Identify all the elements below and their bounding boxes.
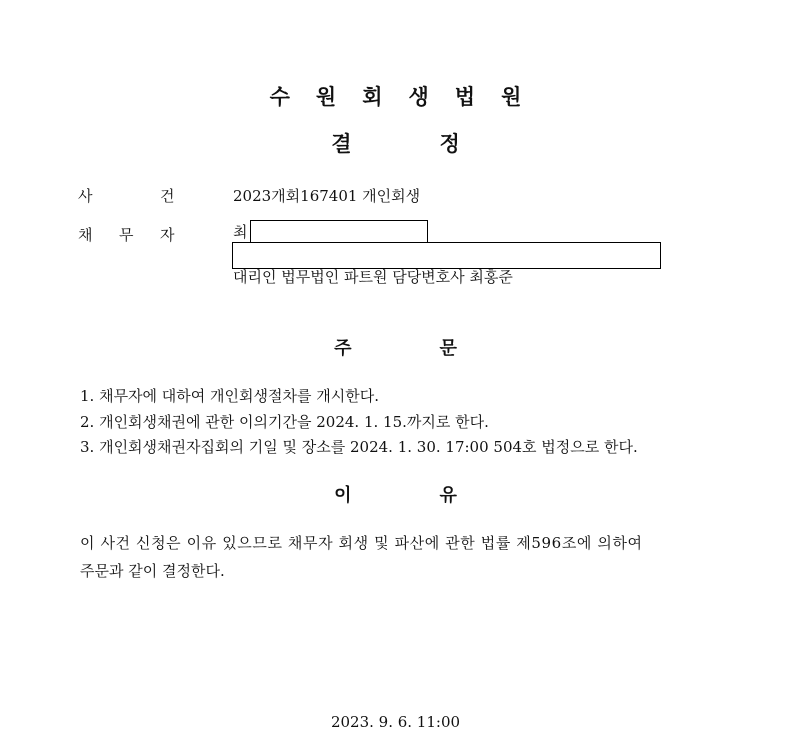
order-title-char: 주 [334,338,352,359]
court-name-char: 법 [454,85,476,109]
court-name-char: 생 [408,85,429,109]
document-type-title [0,131,791,157]
debtor-agent: 대리인 법무법인 파트원 담당변호사 최홍준 [233,268,513,286]
court-name-char: 원 [315,85,337,109]
court-name-char: 수 [269,85,290,109]
reason-title-char: 유 [439,485,457,506]
decision-date: 2023. 9. 6. 11:00 [330,713,461,731]
reason-title-char: 이 [334,485,352,506]
court-name-char: 원 [501,85,522,109]
document-type-char: 결 [331,132,352,156]
case-label-char: 사 [78,187,93,205]
order-item: 3. 개인회생채권자집회의 기일 및 장소를 2024. 1. 30. 17:00 504호 법정으로 한다. [80,438,638,456]
case-number: 2023개회167401 개인회생 [233,187,421,205]
redaction-box-name [250,220,428,243]
reason-text-line: 이 사건 신청은 이유 있으므로 채무자 회생 및 파산에 관한 법률 제596조에 의하여 [80,534,643,552]
debtor-label-char: 채 [78,226,93,244]
reason-section-title [0,484,791,508]
case-label-char: 건 [160,187,175,205]
reason-text-line: 주문과 같이 결정한다. [80,562,225,580]
debtor-name: 최 [233,223,248,241]
order-section-title [0,337,791,361]
court-name-char: 회 [362,85,383,109]
redaction-box-address [232,242,661,269]
debtor-label-char: 자 [160,226,175,244]
court-name [0,84,791,110]
order-item: 2. 개인회생채권에 관한 이의기간을 2024. 1. 15.까지로 한다. [80,413,489,431]
document-type-char: 정 [439,132,460,156]
debtor-label-char: 무 [119,226,134,244]
order-title-char: 문 [439,338,457,359]
order-item: 1. 채무자에 대하여 개인회생절차를 개시한다. [80,387,379,405]
